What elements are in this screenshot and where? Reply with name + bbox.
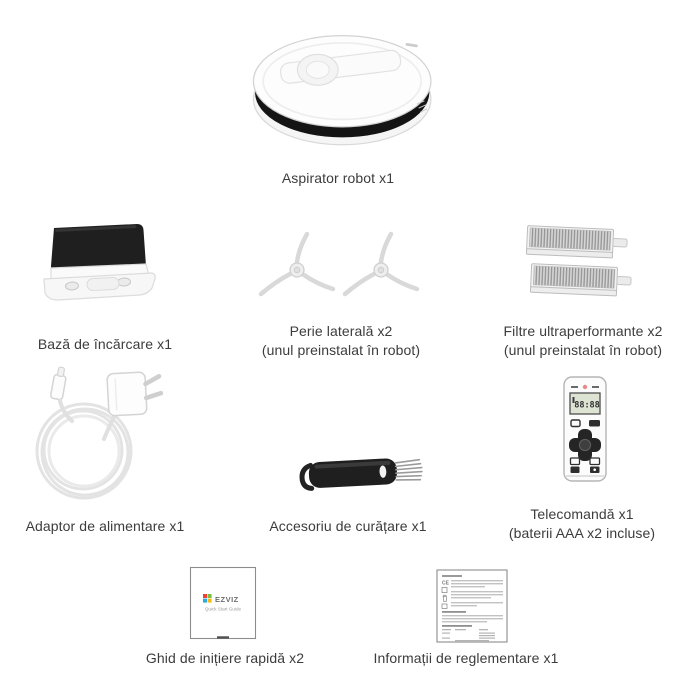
- adapter-label: [0, 517, 210, 536]
- side-brush-label-text: Perie laterală x2: [289, 323, 393, 339]
- cleaning-tool-label-text: Accesoriu de curățare x1: [269, 518, 427, 534]
- dock-label-text: Bază de încărcare x1: [37, 336, 173, 352]
- charging-dock-image: [40, 222, 155, 312]
- ezviz-wordmark: EZVIZ: [215, 595, 239, 604]
- filter-2: [530, 264, 631, 297]
- lcd-digits: 88:88: [574, 400, 600, 411]
- adapter-label-text: Adaptor de alimentare x1: [25, 518, 185, 534]
- plug-pin: [145, 376, 159, 384]
- side-brush-note-text: (unul preinstalat în robot): [261, 341, 421, 358]
- guide-label: [110, 649, 340, 668]
- remote-ok-button: [579, 439, 590, 450]
- adapter-cable-coil: [37, 404, 131, 498]
- remote-label-text: Telecomandă x1: [530, 506, 634, 522]
- guide-label-text: Ghid de inițiere rapidă x2: [145, 650, 305, 666]
- adapter-connector: [50, 366, 67, 400]
- filter-label-text: Filtre ultraperformante x2: [503, 323, 663, 339]
- robot-label: [223, 169, 453, 188]
- side-brush-label: [226, 322, 456, 360]
- side-brush-2: [345, 234, 417, 294]
- dock-recess: [87, 277, 120, 291]
- regulatory-label: [351, 649, 581, 668]
- filter-label: [468, 322, 698, 360]
- remote-control-image: [557, 374, 613, 486]
- remote-ir-dot: [583, 385, 587, 389]
- side-brush-image: [255, 226, 420, 311]
- remote-button: [589, 420, 600, 427]
- filter-image: [525, 224, 635, 302]
- dock-label: [0, 335, 210, 354]
- tool-bristles: [395, 460, 422, 481]
- plug-pin: [146, 393, 161, 398]
- power-adapter-image: [22, 363, 162, 503]
- quick-start-guide-image: [189, 566, 257, 640]
- regulatory-label-text: Informații de reglementare x1: [373, 650, 559, 666]
- cleaning-tool-label: [233, 517, 463, 536]
- dock-charge-contact: [65, 282, 78, 291]
- adapter-plug: [107, 371, 162, 416]
- ezviz-logo: [203, 594, 239, 604]
- cleaning-tool-image: [283, 450, 431, 502]
- robot-label-text: Aspirator robot x1: [281, 170, 395, 186]
- guide-cover-title: Quick Start Guide: [204, 606, 242, 612]
- remote-label: [467, 505, 697, 543]
- filter-note-text: (unul preinstalat în robot): [503, 341, 663, 358]
- regulatory-info-image: [435, 568, 509, 644]
- filter-1: [526, 226, 627, 259]
- side-brush-1: [261, 234, 333, 294]
- robot-vacuum-image: [249, 34, 437, 148]
- ce-mark: CE: [442, 580, 449, 587]
- remote-button: [571, 467, 580, 474]
- remote-note-text: (baterii AAA x2 incluse): [508, 524, 656, 541]
- robot-logo-mark: [405, 43, 418, 48]
